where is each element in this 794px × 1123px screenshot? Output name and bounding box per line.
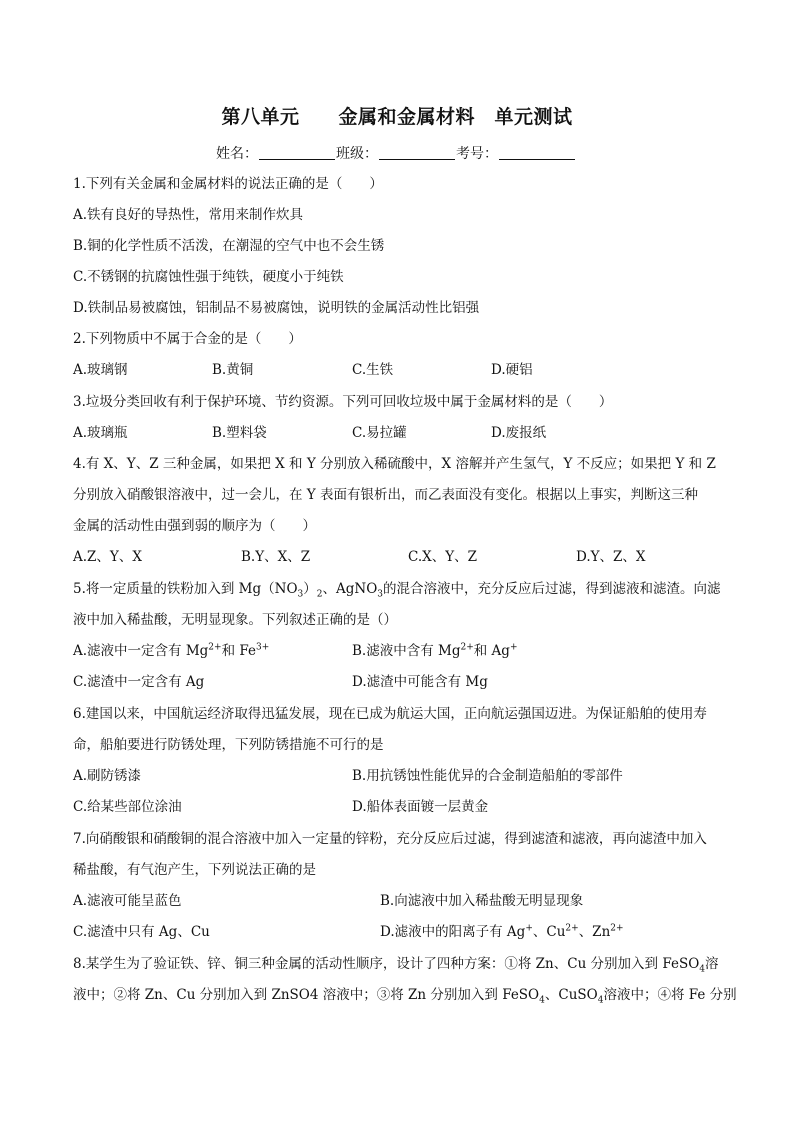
exam-number-blank[interactable] — [499, 145, 575, 160]
question-2-option-c: C.生铁 — [352, 362, 394, 378]
class-label: 班级： — [336, 146, 378, 162]
question-1-option-c: C.不锈钢的抗腐蚀性强于纯铁，硬度小于纯铁 — [73, 269, 344, 285]
name-blank[interactable] — [259, 145, 335, 160]
question-8-stem-line-1: 8.某学生为了验证铁、锌、铜三种金属的活动性顺序，设计了四种方案：①将 Zn、Cu 分别加入到 FeSO$_4$溶 — [73, 956, 719, 975]
question-6-stem-line-2: 命，船舶要进行防锈处理，下列防锈措施不可行的是 — [73, 737, 384, 753]
question-7-stem-line-2: 稀盐酸，有气泡产生，下列说法正确的是 — [73, 862, 316, 878]
name-label: 姓名： — [216, 146, 258, 162]
question-2-option-a: A.玻璃钢 — [73, 362, 128, 378]
question-7-option-c: C.滤渣中只有 Ag、Cu — [73, 924, 210, 940]
question-6-stem-line-1: 6.建国以来，中国航运经济取得迅猛发展，现在已成为航运大国，正向航运强国迈进。为保证船舶的使用寿 — [73, 706, 707, 722]
question-2-stem: 2.下列物质中不属于合金的是（ ） — [73, 331, 302, 347]
question-4-option-b: B.Y、X、Z — [241, 549, 311, 565]
question-2-option-d: D.硬铝 — [491, 362, 533, 378]
question-5-option-a: A.滤液中一定含有 $Mg^{2+}$和 $Fe^{3+}$ — [73, 642, 270, 659]
question-1-option-a: A.铁有良好的导热性，常用来制作炊具 — [73, 207, 304, 223]
question-1-option-d: D.铁制品易被腐蚀，铝制品不易被腐蚀，说明铁的金属活动性比铝强 — [73, 300, 480, 316]
page-title: 第八单元 金属和金属材料 单元测试 — [221, 106, 573, 128]
question-5-option-b: B.滤液中含有 $Mg^{2+}$和 Ag+ — [352, 642, 518, 659]
question-7-option-a: A.滤液可能呈蓝色 — [73, 893, 182, 909]
question-5-stem-line-1: 5.将一定质量的铁粉加入到 $Mg(NO_3)_2$、AgNO$_3$的混合溶液中，充分反应后过滤，得到滤液和滤渣。向滤 — [73, 581, 721, 600]
question-3-option-b: B.塑料袋 — [212, 425, 267, 441]
question-7-stem-line-1: 7.向硝酸银和硝酸铜的混合溶液中加入一定量的锌粉，充分反应后过滤，得到滤渣和滤液，再向滤渣中加入 — [73, 831, 707, 847]
exam-number-label: 考号： — [456, 146, 498, 162]
class-blank[interactable] — [379, 145, 455, 160]
question-3-stem: 3.垃圾分类回收有利于保护环境、节约资源。下列可回收垃圾中属于金属材料的是（ ） — [73, 394, 613, 410]
question-4-option-a: A.Z、Y、X — [73, 549, 142, 565]
question-7-option-d: D.滤液中的阳离子有 Ag+、$Cu^{2+}$、$Zn^{2+}$ — [380, 923, 624, 940]
question-4-option-c: C.X、Y、Z — [408, 549, 478, 565]
student-info — [216, 143, 576, 163]
question-3-option-a: A.玻璃瓶 — [73, 425, 128, 441]
question-8-stem-line-2: 液中；②将 Zn、Cu 分别加入到 ZnSO4 溶液中；③将 Zn 分别加入到 FeSO$_4$、CuSO$_4$溶液中；④将 Fe 分别 — [73, 987, 737, 1006]
question-5-option-c: C.滤渣中一定含有 Ag — [73, 674, 205, 690]
question-4-stem-line-3: 金属的活动性由强到弱的顺序为（ ） — [73, 518, 316, 534]
question-6-option-b: B.用抗锈蚀性能优异的合金制造船舶的零部件 — [352, 768, 623, 784]
question-3-option-c: C.易拉罐 — [352, 425, 407, 441]
question-1-stem: 1.下列有关金属和金属材料的说法正确的是（ ） — [73, 176, 383, 192]
question-3-option-d: D.废报纸 — [491, 425, 547, 441]
question-4-stem-line-1: 4.有 X、Y、Z 三种金属，如果把 X 和 Y 分别放入稀硫酸中，X 溶解并产生氢气，Y 不反应；如果把 Y 和 Z — [73, 456, 716, 472]
question-6-option-c: C.给某些部位涂油 — [73, 799, 182, 815]
question-1-option-b: B.铜的化学性质不活泼，在潮湿的空气中也不会生锈 — [73, 238, 385, 254]
question-2-option-b: B.黄铜 — [212, 362, 254, 378]
question-6-option-d: D.船体表面镀一层黄金 — [352, 799, 489, 815]
question-4-option-d: D.Y、Z、X — [576, 549, 646, 565]
question-6-option-a: A.刷防锈漆 — [73, 768, 142, 784]
question-7-option-b: B.向滤液中加入稀盐酸无明显现象 — [380, 893, 584, 909]
question-4-stem-line-2: 分别放入硝酸银溶液中，过一会儿，在 Y 表面有银析出，而乙表面没有变化。根据以上事实，判断这三种 — [73, 487, 698, 503]
question-5-stem-line-2: 液中加入稀盐酸，无明显现象。下列叙述正确的是（） — [73, 612, 397, 628]
question-5-option-d: D.滤渣中可能含有 Mg — [352, 674, 488, 690]
